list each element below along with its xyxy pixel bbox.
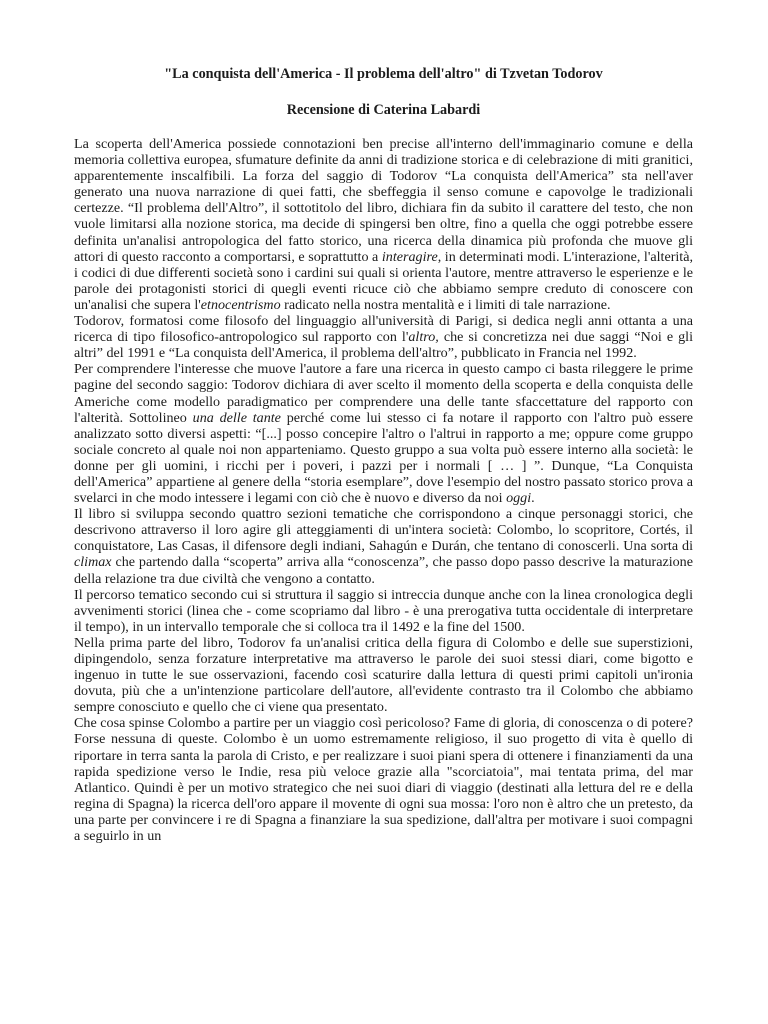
paragraph-text: . [531,490,535,507]
paragraph-text: Che cosa spinse Colombo a partire per un viaggio così pericoloso? Fame di gloria, di conoscenza o di potere? Forse nessuna di queste. Colombo è un uomo estremamente religioso, il suo progetto di vita è quello di riportare in terra santa la parola di Cristo, e per realizzare i suoi piani spera di ottenere i finanziamenti da una rapida spedizione verso le Indie, resa più veloce grazie alla "scorciatoia", mai tentata prima, del mar Atlantico. Quindi è per un motivo strategico che nei suoi diari di viaggio (destinati alla lettura del re e della regina di Spagna) la ricerca dell'oro appare il movente di ogni sua mossa: l'oro non è altro che un pretesto, da una parte per convincere i re di Spagna a finanziare la sua spedizione, dall'altra per motivare i suoi compagni a seguirlo in un [74,715,693,845]
italic-text: una delle tante [192,409,281,426]
paragraph-text: Per comprendere l'interesse che muove l'autore a fare una ricerca in questo campo ci basta rileggere le prime pagine del secondo saggio: Todorov dichiara di aver scelto il momento della scoperta e della conquista delle Americhe come modello paradigmatico per comprendere una delle tante sfaccettature del rapporto con l'alterità. Sottolineo [74,361,693,426]
paragraph-text: Nella prima parte del libro, Todorov fa un'analisi critica della figura di Colombo e delle sue superstizioni, dipingendolo, senza forzature interpretative ma attraverso le parole dei suoi stessi diari, come bigotto e ingenuo in tutte le sue osservazioni, facendo così scaturire dalla lettura di questi primi capitoli un'ironia dovuta, più che a un'intenzione particolare dell'autore, all'evidente contrasto tra il Colombo che abbiamo sempre conosciuto e quello che ci viene qua presentato. [74,634,693,716]
body-paragraph [74,506,693,586]
paragraph-text: perché come lui stesso ci fa notare il rapporto con l'altro può essere analizzato sotto diversi aspetti: “[...] posso concepire l'altro o l'altrui in rapporto a me; oppure come gruppo sociale concreto al quale noi non apparteniamo. Questo gruppo a sua volta può essere interno alla società: le donne per gli uomini, i ricchi per i poveri, i pazzi per i normali [ … ] ”. Dunque, “La Conquista dell'America” appartiene al genere della “storia esemplare”, dove l'esempio del nostro passato storico prova a svelarci in che modo intessere i legami con ciò che è nuovo e diverso da noi [74,409,694,507]
paragraph-text: Il libro si sviluppa secondo quattro sezioni tematiche che corrispondono a cinque personaggi storici, che descrivono attraverso il loro agire gli atteggiamenti di un'intera società: Colombo, lo scopritore, Cortés, il conquistatore, Las Casas, il difensore degli indiani, Sahagún e Durán, che tentano di conoscerli. Una sorta di [74,506,693,555]
body-paragraph [74,587,693,635]
italic-text: climax [74,554,112,571]
document-title: "La conquista dell'America - Il problema dell'altro" di Tzvetan Todorov [164,66,603,82]
document-subtitle: Recensione di Caterina Labardi [286,102,481,118]
paragraph-text: radicato nella nostra mentalità e i limiti di tale narrazione. [280,296,611,313]
paragraph-text: , in determinati modi. L'interazione, l'alterità, i codici di due differenti società sono i cardini sui quali si orienta l'autore, mentre attraverso le esperienze e le parole dei protagonisti storici di quegli eventi ricuce ciò che abbiamo sempre creduto di conoscere con un'analisi che supera l' [74,248,694,313]
paragraph-text: Todorov, formatosi come filosofo del linguaggio all'università di Parigi, si dedica negli anni ottanta a una ricerca di tipo filosofico-antropologico sul rapporto con l' [74,313,693,346]
body-paragraph [74,361,693,506]
paragraph-text: La scoperta dell'America possiede connotazioni ben precise all'interno dell'immaginario comune e della memoria collettiva europea, sfumature definite da anni di tradizione storica e di celebrazione di miti granitici, apparentemente inscalfibili. La forza del saggio di Todorov “La conquista dell'America” sta nell'aver generato una nuova narrazione di quei fatti, che sbeffeggia il senso comune e capovolge le tradizionali certezze. “Il problema dell'Altro”, il sottotitolo del libro, dichiara fin da subito il carattere del testo, che non vuole limitarsi alla nozione storica, ma decide di spingersi ben oltre, fino a quella che oggi potrebbe essere definita un'analisi antropologica del fatto storico, una ricerca della dinamica più profonda che muove gli attori di questo racconto a comportarsi, e soprattutto a [74,136,693,265]
body-paragraph [74,715,693,844]
italic-text: altro, [408,329,439,346]
body-paragraph [74,313,693,361]
italic-text: interagire [381,248,438,265]
italic-text: oggi [506,490,532,507]
body-paragraph [74,136,693,313]
paragraph-text: Il percorso tematico secondo cui si struttura il saggio si intreccia dunque anche con la linea cronologica degli avvenimenti storici (linea che - come scopriamo dal libro - è una prerogativa tutta occidentale di interpretare il tempo), in un intervallo temporale che si colloca tra il 1492 e la fine del 1500. [74,586,693,635]
italic-text: etnocentrismo [200,296,281,313]
paragraph-text: che partendo dalla “scoperta” arriva alla “conoscenza”, che passo dopo passo descrive la maturazione della relazione tra due civiltà che vengono a contatto. [74,554,693,587]
body-paragraph [74,635,693,715]
document-body [74,136,693,844]
paragraph-text: che si concretizza nei due saggi “Noi e gli altri” del 1991 e “La conquista dell'America, il problema dell'altro”, pubblicato in Francia nel 1992. [74,329,693,362]
